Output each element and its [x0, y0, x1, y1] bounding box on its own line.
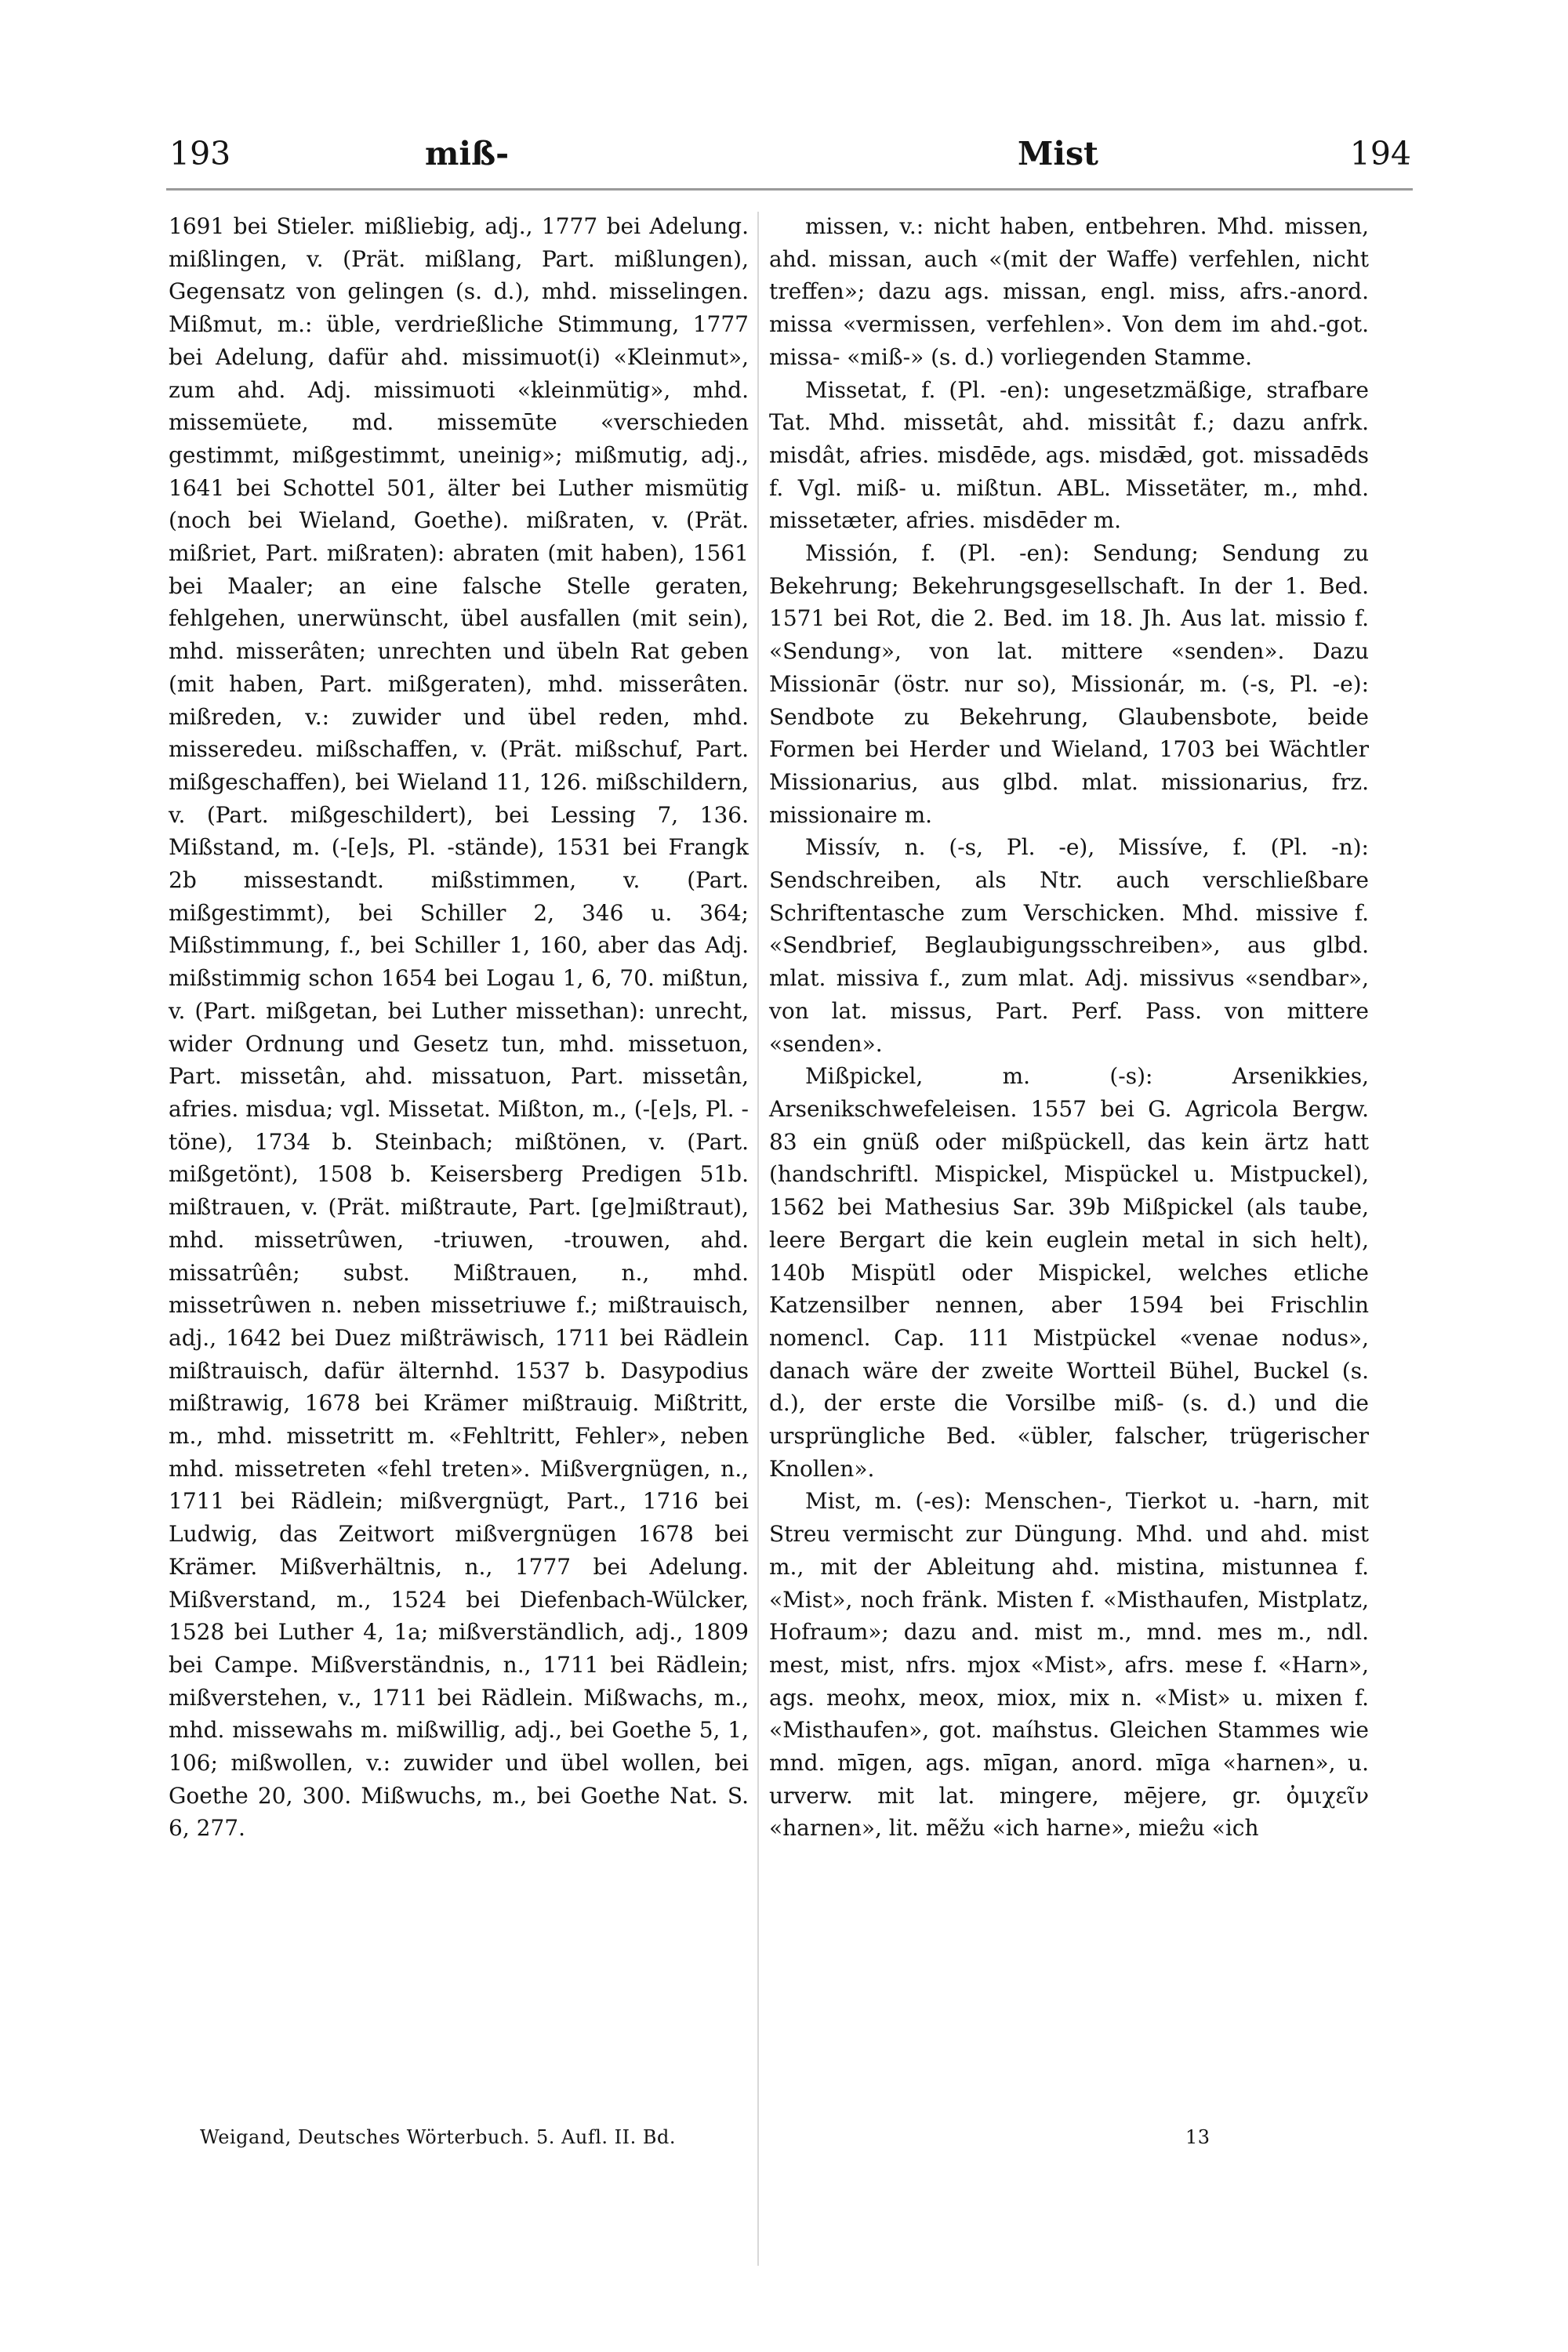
page-number-left: 193 [169, 135, 231, 172]
page-number-right: 194 [1349, 135, 1411, 172]
column-divider [757, 212, 759, 2266]
page-header [157, 135, 1411, 182]
entry-missen: missen, v.: nicht haben, entbehren. Mhd. missen, ahd. missan, auch «(mit der Waffe) verfehlen, nicht treffen»; dazu ags. missan, engl. miss, afrs.-anord. missa «vermissen, verfehlen». Von dem im ahd.-got. missa- «miß-» (s. d.) vorliegenden Stamme. [769, 213, 1369, 370]
entry-missetat: Missetat, f. (Pl. -en): ungesetzmäßige, strafbare Tat. Mhd. missetât, ahd. missitât f.; dazu anfrk. misdât, afries. misdēde, ags. misdǣd, got. missadēds f. Vgl. miß- u. mißtun. ABL. Missetäter, m., mhd. missetæter, afries. misdēder m. [769, 376, 1369, 534]
entry-mission: Missión, f. (Pl. -en): Sendung; Sendung zu Bekehrung; Bekehrungsgesellschaft. In der 1. Bed. 1571 bei Rot, die 2. Bed. im 18. Jh. Aus lat. missio f. «Sendung», von lat. mittere «senden». Dazu Missionār (östr. nur so), Missionár, m. (-s, Pl. -e): Sendbote zu Bekehrung, Glaubensbote, beide Formen bei Herder und Wieland, 1703 bei Wächtler Missionarius, aus glbd. mlat. missionarius, frz. missionaire m. [769, 540, 1369, 828]
entry-misspickel: Mißpickel, m. (-s): Arsenikkies, Arsenikschwefeleisen. 1557 bei G. Agricola Bergw. 83 ein gnüß oder mißpückell, das kein ärtz hatt (handschriftl. Mispickel, Mispückel u. Mistpuckel), 1562 bei Mathesius Sar. 39b Mißpickel (als taube, leere Bergart die kein euglein metal in sich helt), 140b Mispütl oder Mispickel, welches etliche Katzensilber nennen, aber 1594 bei Frischlin nomencl. Cap. 111 Mistpückel «venae nodus», danach wäre der zweite Wortteil Bühel, Buckel (s. d.), der erste die Vorsilbe miß- (s. d.) und die ursprüngliche Bed. «übler, falscher, trügerischer Knollen». [769, 1063, 1369, 1482]
left-column-text: 1691 bei Stieler. mißliebig, adj., 1777 bei Adelung. mißlingen, v. (Prät. mißlang, Part. mißlungen), Gegensatz von gelingen (s. d.), mhd. misselingen. Mißmut, m.: üble, verdrießliche Stimmung, 1777 bei Adelung, dafür ahd. missimuot(i) «Kleinmut», zum ahd. Adj. missimuoti «kleinmütig», mhd. missemüete, md. missemūte «verschieden gestimmt, mißgestimmt, uneinig»; mißmutig, adj., 1641 bei Schottel 501, älter bei Luther mismütig (noch bei Wieland, Goethe). mißraten, v. (Prät. mißriet, Part. mißraten): abraten (mit haben), 1561 bei Maaler; an eine falsche Stelle geraten, fehlgehen, unerwünscht, übel ausfallen (mit sein), mhd. misserâten; unrechten und übeln Rat geben (mit haben, Part. mißgeraten), mhd. misserâten. mißreden, v.: zuwider und übel reden, mhd. misseredeu. mißschaffen, v. (Prät. mißschuf, Part. mißgeschaffen), bei Wieland 11, 126. mißschildern, v. (Part. mißgeschildert), bei Lessing 7, 136. Mißstand, m. (-[e]s, Pl. -stände), 1531 bei Frangk 2b missestandt. mißstimmen, v. (Part. mißgestimmt), bei Schiller 2, 346 u. 364; Mißstimmung, f., bei Schiller 1, 160, aber das Adj. mißstimmig schon 1654 bei Logau 1, 6, 70. mißtun, v. (Part. mißgetan, bei Luther missethan): unrecht, wider Ordnung und Gesetz tun, mhd. missetuon, Part. missetân, ahd. missatuon, Part. missetân, afries. misdua; vgl. Missetat. Mißton, m., (-[e]s, Pl. -töne), 1734 b. Steinbach; mißtönen, v. (Part. mißgetönt), 1508 b. Keisersberg Predigen 51b. mißtrauen, v. (Prät. mißtraute, Part. [ge]mißtraut), mhd. missetrûwen, -triuwen, -trouwen, ahd. missatrûên; subst. Mißtrauen, n., mhd. missetrûwen n. neben missetriuwe f.; mißtrauisch, adj., 1642 bei Duez mißträwisch, 1711 bei Rädlein mißtrauisch, dafür älternhd. 1537 b. Dasypodius mißtrawig, 1678 bei Krämer mißtrauig. Mißtritt, m., mhd. missetritt m. «Fehltritt, Fehler», neben mhd. missetreten «fehl treten». Mißvergnügen, n., 1711 bei Rädlein; mißvergnügt, Part., 1716 bei Ludwig, das Zeitwort mißvergnügen 1678 bei Krämer. Mißverhältnis, n., 1777 bei Adelung. Mißverstand, m., 1524 bei Diefenbach-Wülcker, 1528 bei Luther 4, 1a; mißverständlich, adj., 1809 bei Campe. Mißverständnis, n., 1711 bei Rädlein; mißverstehen, v., 1711 bei Rädlein. Mißwachs, m., mhd. missewahs m. mißwillig, adj., bei Goethe 5, 1, 106; mißwollen, v.: zuwider und übel wollen, bei Goethe 20, 300. Mißwuchs, m., bei Goethe Nat. S. 6, 277. [169, 213, 749, 1842]
right-column [769, 210, 1369, 1845]
left-column [169, 210, 749, 1845]
entry-missiv: Missív, n. (-s, Pl. -e), Missíve, f. (Pl. -n): Sendschreiben, als Ntr. auch verschließbare Schriftentasche zum Verschicken. Mhd. missive f. «Sendbrief, Beglaubigungsschreiben», aus glbd. mlat. missiva f., zum mlat. Adj. missivus «sendbar», von lat. missus, Part. Perf. Pass. von mittere «senden». [769, 834, 1369, 1057]
catchword-right: Mist [1018, 135, 1098, 172]
header-rule [166, 188, 1413, 191]
footer-publication: Weigand, Deutsches Wörterbuch. 5. Aufl. II. Bd. [200, 2126, 676, 2148]
footer-signature: 13 [1185, 2126, 1210, 2148]
entry-mist: Mist, m. (-es): Menschen-, Tierkot u. -harn, mit Streu vermischt zur Düngung. Mhd. und ahd. mist m., mit der Ableitung ahd. mistina, mistunnea f. «Mist», noch fränk. Misten f. «Misthaufen, Mistplatz, Hofraum»; dazu and. mist m., mnd. mes m., ndl. mest, mist, nfrs. mjox «Mist», afrs. mese f. «Harn», ags. meohx, meox, miox, mix n. «Mist» u. mixen f. «Misthaufen», got. maíhstus. Gleichen Stammes wie mnd. mīgen, ags. mīgan, anord. mīga «harnen», u. urverw. mit lat. mingere, mējere, gr. ὀμιχεῖν «harnen», lit. mẽžu «ich harne», mieẑu «ich [769, 1488, 1369, 1842]
catchword-left: miß- [425, 135, 510, 172]
